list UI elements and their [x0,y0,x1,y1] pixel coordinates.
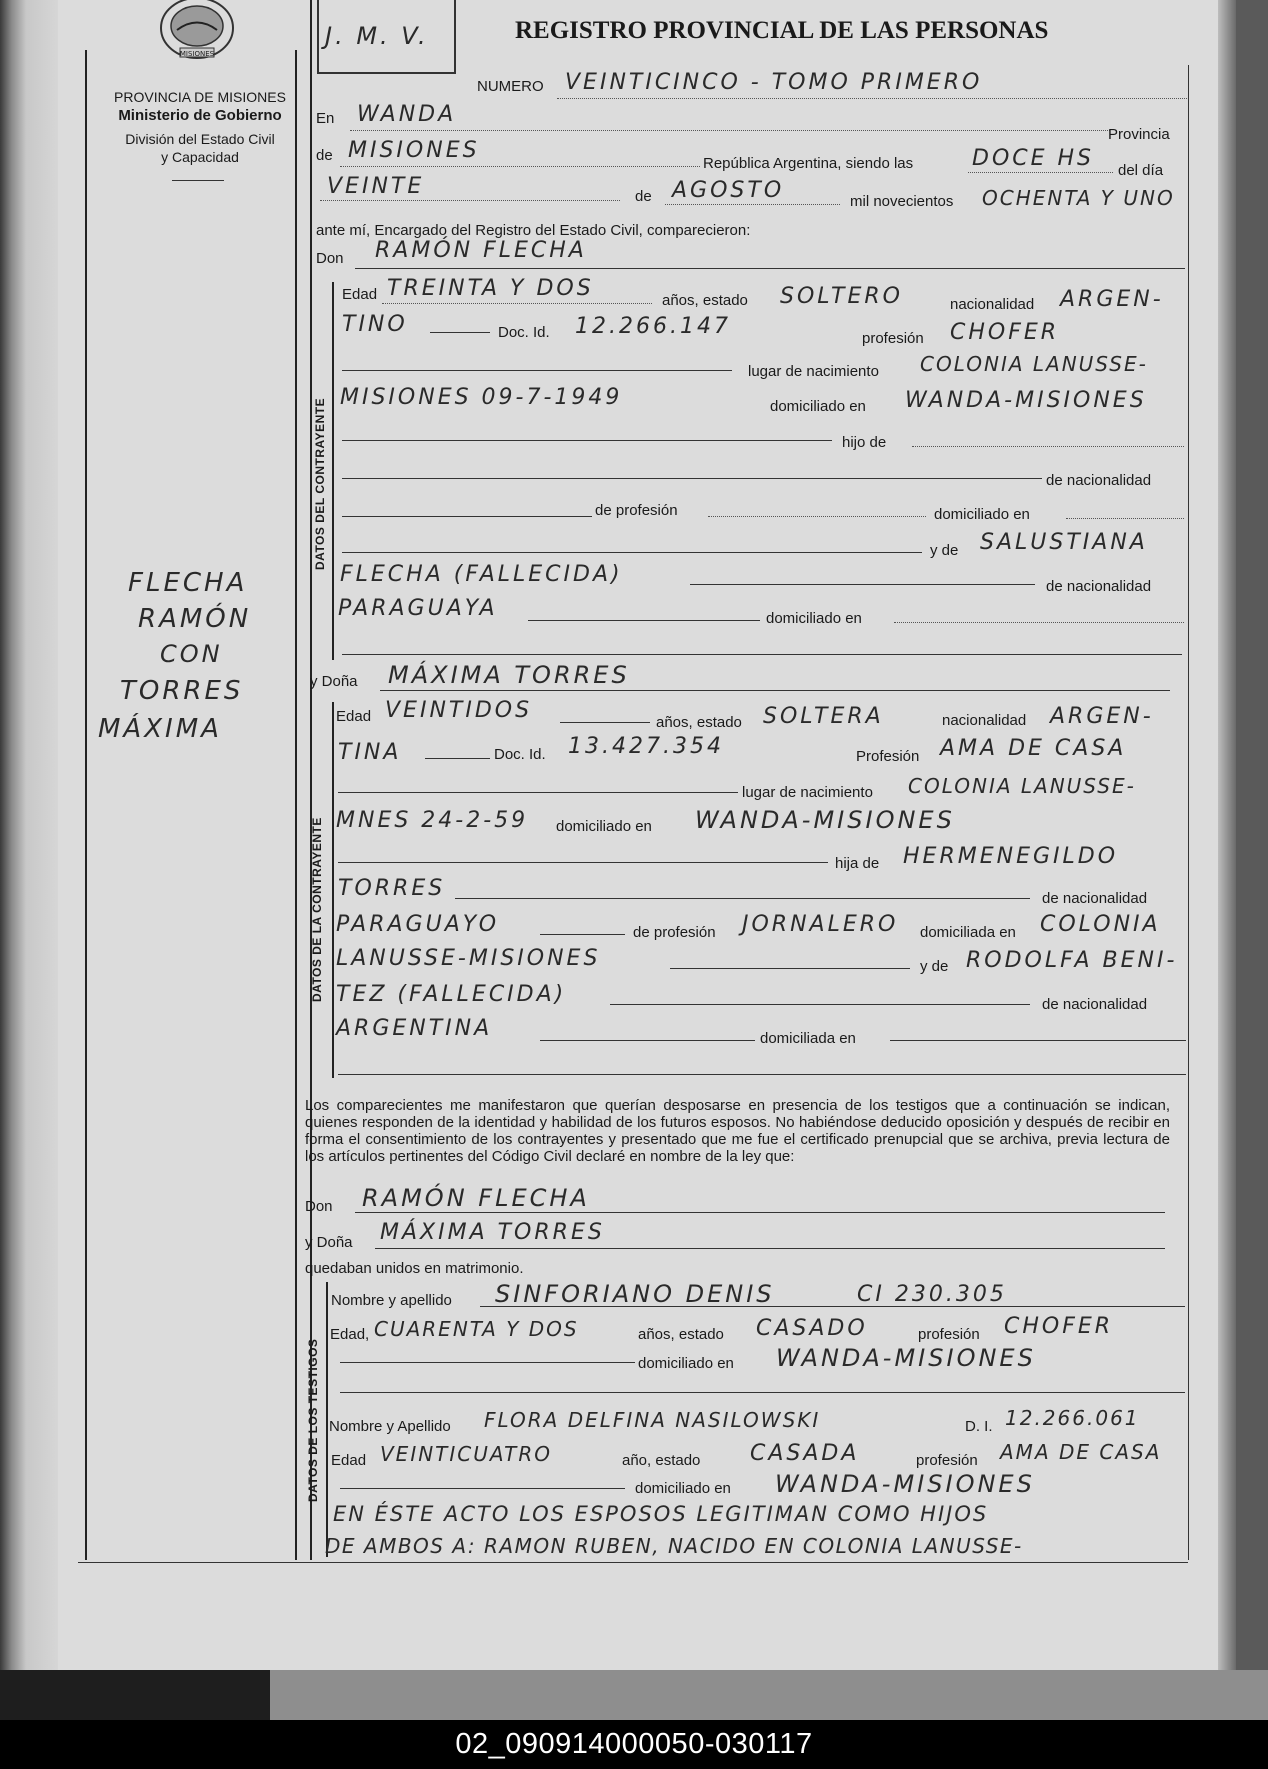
decl-dona-label: y Doña [305,1234,353,1251]
c-hijo-line [912,446,1184,447]
t2-estado-label: año, estado [622,1452,701,1469]
mil-label: mil novecientos [850,193,954,210]
province-label: PROVINCIA DE MISIONES [114,89,286,105]
t1-ci-value: CI 230.305 [857,1282,1007,1307]
column-divider-line [295,50,297,1560]
document-title: REGISTRO PROVINCIAL DE LAS PERSONAS [515,17,1049,44]
t2-profesion-label: profesión [916,1452,978,1469]
c-profesion-line [708,516,926,517]
form-left-line [310,0,312,1560]
contrayenta-section-label: DATOS DE LA CONTRAYENTE [310,817,324,1002]
t2-edad-value: VEINTICUATRO [380,1442,552,1466]
dia-value: VEINTE [327,174,425,199]
margin-note-surname: FLECHA [128,568,248,598]
de-label: de [316,147,333,164]
f-de-profesion-label: de profesión [633,924,716,941]
f-hija-label: hija de [835,855,880,872]
c-doc-label: Doc. Id. [498,324,550,341]
mes-line [665,204,840,205]
c-estado-value: SOLTERO [780,284,903,309]
provincia-line [340,166,700,167]
f-padre-domicilio-value-1: COLONIA [1040,912,1161,937]
decl-don-label: Don [305,1198,333,1215]
f-lugar-value-1: COLONIA LANUSSE- [908,774,1136,798]
don-line [355,268,1185,269]
f-lugar-label: lugar de nacimiento [742,784,873,801]
dia-line [320,200,620,201]
f-line-f [540,934,625,935]
ante-mi-text: ante mí, Encargado del Registro del Estado Civil, comparecieron: [316,222,751,239]
f-line-d [338,862,828,863]
t1-edad-value: CUARENTA Y DOS [374,1317,579,1341]
testigos-section-label: DATOS DE LOS TESTIGOS [306,1338,320,1502]
form-right-line [1188,65,1189,1560]
decl-dona-value: MÁXIMA TORRES [380,1220,605,1245]
t1-nombre-line [480,1306,1185,1307]
don-value: RAMÓN FLECHA [375,238,587,263]
en-label: En [316,110,335,127]
t1-nombre-value: SINFORIANO DENIS [495,1280,775,1308]
t1-domicilio-value: WANDA-MISIONES [776,1344,1036,1372]
f-padre-value-2: TORRES [338,876,446,901]
dona-line [380,690,1170,691]
c-domiciliado-label-2: domiciliado en [934,506,1030,523]
decl-don-value: RAMÓN FLECHA [362,1184,590,1212]
f-padre-value-1: HERMENEGILDO [903,844,1119,869]
seal-text: MISIONES [179,50,215,58]
f-domicilio-value: WANDA-MISIONES [695,806,955,834]
c-y-de-label: y de [930,542,959,559]
t2-nombre-label: Nombre y Apellido [329,1418,451,1435]
c-doc-value: 12.266.147 [575,314,731,339]
c-madre-value-2: FLECHA (FALLECIDA) [340,562,623,587]
numero-line [557,98,1187,99]
hora-value: DOCE HS [972,146,1095,171]
c-line-c [342,440,832,441]
t1-line-b [340,1392,1185,1393]
c-de-nacionalidad-label: de nacionalidad [1046,472,1152,489]
t2-domicilio-value: WANDA-MISIONES [775,1470,1035,1498]
c-domiciliado-label: domiciliado en [770,398,866,415]
c-lugar-label: lugar de nacimiento [748,363,879,380]
f-nacionalidad-value-2: TINA [338,740,402,765]
c-line-i [342,654,1182,655]
t1-estado-value: CASADO [756,1316,868,1341]
f-line-k [338,1074,1186,1075]
margin-note-con: CON [160,640,223,668]
c-domiciliado-label-3: domiciliado en [766,610,862,627]
f-profesion-value: AMA DE CASA [940,736,1127,761]
mes-value: AGOSTO [672,178,785,203]
division-label-2: y Capacidad [161,149,239,165]
f-domiciliado-label: domiciliado en [556,818,652,835]
t1-estado-label: años, estado [638,1326,724,1343]
book-binding [0,0,58,1670]
f-line-c [338,792,738,793]
f-de-nacionalidad-label: de nacionalidad [1042,890,1148,907]
f-line-a [560,722,650,723]
t2-domiciliado-label: domiciliado en [635,1480,731,1497]
republica-label: República Argentina, siendo las [703,155,914,172]
f-de-nacionalidad-label-2: de nacionalidad [1042,996,1148,1013]
t2-line-a [340,1488,625,1489]
provincia-value: MISIONES [348,138,480,163]
f-doc-value: 13.427.354 [568,734,724,759]
f-madre-value-1: RODOLFA BENI- [966,948,1178,973]
contrayente-section-label: DATOS DEL CONTRAYENTE [313,397,327,570]
f-line-e [455,898,1030,899]
f-padre-nacionalidad-value: PARAGUAYO [336,912,500,937]
margin-note-name-2: MÁXIMA [98,714,222,744]
c-de-nacionalidad-label-2: de nacionalidad [1046,578,1152,595]
c-profesion-label: profesión [862,330,924,347]
c-lugar-value-2: MISIONES 09-7-1949 [340,385,623,410]
scan-border [0,1670,270,1720]
f-padre-profesion-value: JORNALERO [742,912,899,937]
anio-value: OCHENTA Y UNO [982,186,1175,210]
c-edad-label: Edad [342,286,378,303]
c-line-a [430,332,490,333]
f-madre-nacionalidad-value: ARGENTINA [336,1016,493,1041]
form-bottom-line [78,1562,1188,1563]
c-hijo-label: hijo de [842,434,887,451]
t1-domiciliado-label: domiciliado en [638,1355,734,1372]
nota-line-1: EN ÉSTE ACTO LOS ESPOSOS LEGITIMAN COMO HIJOS [333,1502,989,1526]
f-edad-label: Edad [336,708,372,725]
t1-nombre-label: Nombre y apellido [331,1292,452,1309]
c-nacionalidad-label: nacionalidad [950,296,1035,313]
contrayente-bracket [332,282,334,660]
t2-d-value: 12.266.061 [1005,1406,1140,1430]
hora-line [968,172,1113,173]
f-y-de-label: y de [920,958,949,975]
c-madre-value-1: SALUSTIANA [980,530,1148,555]
f-line-h [610,1004,1030,1005]
quedaban-text: quedaban unidos en matrimonio. [305,1260,524,1277]
c-edad-line [382,303,652,304]
c-edad-value: TREINTA Y DOS [387,276,594,301]
f-lugar-value-2: MNES 24-2-59 [336,808,529,833]
f-estado-value: SOLTERA [763,704,884,729]
left-margin-line [85,50,87,1560]
f-nacionalidad-label: nacionalidad [942,712,1027,729]
f-doc-label: Doc. Id. [494,746,546,763]
c-line-e [342,516,592,517]
f-line-i [540,1040,755,1041]
t2-d-label: D. I. [965,1418,993,1435]
f-line-b [425,758,490,759]
f-nacionalidad-value-1: ARGEN- [1050,704,1154,729]
c-line-d [342,478,1042,479]
c-line-g [690,584,1035,585]
c-line-f [342,552,922,553]
t1-profesion-value: CHOFER [1004,1314,1114,1339]
page-edge [1218,0,1236,1670]
f-line-g [670,968,910,969]
c-domicilio-value: WANDA-MISIONES [905,388,1147,413]
margin-note-surname-2: TORRES [120,676,244,706]
ministry-label: Ministerio de Gobierno [118,107,282,124]
en-value: WANDA [357,102,457,127]
t1-profesion-label: profesión [918,1326,980,1343]
c-de-profesion-label: de profesión [595,502,678,519]
c-estado-label: años, estado [662,292,748,309]
c-line-b [342,370,732,371]
decl-dona-line [375,1248,1165,1249]
contrayenta-bracket [332,702,334,1078]
t2-profesion-value: AMA DE CASA [1000,1440,1162,1464]
dona-value: MÁXIMA TORRES [388,661,630,689]
f-madre-value-2: TEZ (FALLECIDA) [336,982,567,1007]
provincia-label: Provincia [1108,126,1170,143]
initials-text: J. M. V. [325,22,429,50]
header-rule [172,180,224,181]
nota-line-2: DE AMBOS A: RAMON RUBEN, NACIDO EN COLONIA LANUSSE- [325,1534,1023,1558]
scan-id-footer: 02_090914000050-030117 [0,1720,1268,1769]
en-line [350,130,1110,131]
misiones-seal-emblem [152,0,242,62]
numero-label: NUMERO [477,78,544,95]
t1-line-a [340,1362,635,1363]
c-domiciliado-line-3 [894,622,1184,623]
c-nacionalidad-value-2: TINO [342,312,408,337]
f-line-j [890,1040,1186,1041]
don-label: Don [316,250,344,267]
c-lugar-value-1: COLONIA LANUSSE- [920,352,1148,376]
t2-estado-value: CASADA [750,1441,860,1466]
declaration-paragraph: Los comparecientes me manifestaron que querían desposarse en presencia de los testigos que a continuación se indican, quienes responden de la identidad y habilidad de los futuros esposos. No habiéndose deducido oposición y después de recibir en forma el consentimiento de los contrayentes y presentado que me fue el certificado prenupcial que se archiva, previa lectura de los artículos pertinentes del Código Civil declaré en nombre de la ley que: [305,1097,1170,1165]
f-profesion-label: Profesión [856,748,920,765]
c-domiciliado-line-2 [1066,518,1184,519]
margin-note-name: RAMÓN [138,604,252,634]
f-estado-label: años, estado [656,714,742,731]
t2-nombre-value: FLORA DELFINA NASILOWSKI [484,1408,821,1432]
c-line-h [528,620,760,621]
f-domiciliada-label-2: domiciliada en [760,1030,856,1047]
decl-don-line [355,1212,1165,1213]
y-dona-label: y Doña [310,673,358,690]
c-madre-nacionalidad-value: PARAGUAYA [338,596,498,621]
f-domiciliada-label: domiciliada en [920,924,1016,941]
testigos-bracket [326,1282,328,1557]
c-profesion-value: CHOFER [950,320,1060,345]
del-dia-label: del día [1118,162,1164,179]
t1-edad-label: Edad, [330,1326,370,1343]
c-nacionalidad-value-1: ARGEN- [1060,287,1164,312]
scan-border-grey [270,1670,1268,1720]
numero-value: VEINTICINCO - TOMO PRIMERO [565,70,983,95]
de-label-2: de [635,188,652,205]
t2-edad-label: Edad [331,1452,367,1469]
f-edad-value: VEINTIDOS [385,698,533,723]
f-padre-domicilio-value-2: LANUSSE-MISIONES [336,946,601,971]
division-label-1: División del Estado Civil [125,131,275,147]
